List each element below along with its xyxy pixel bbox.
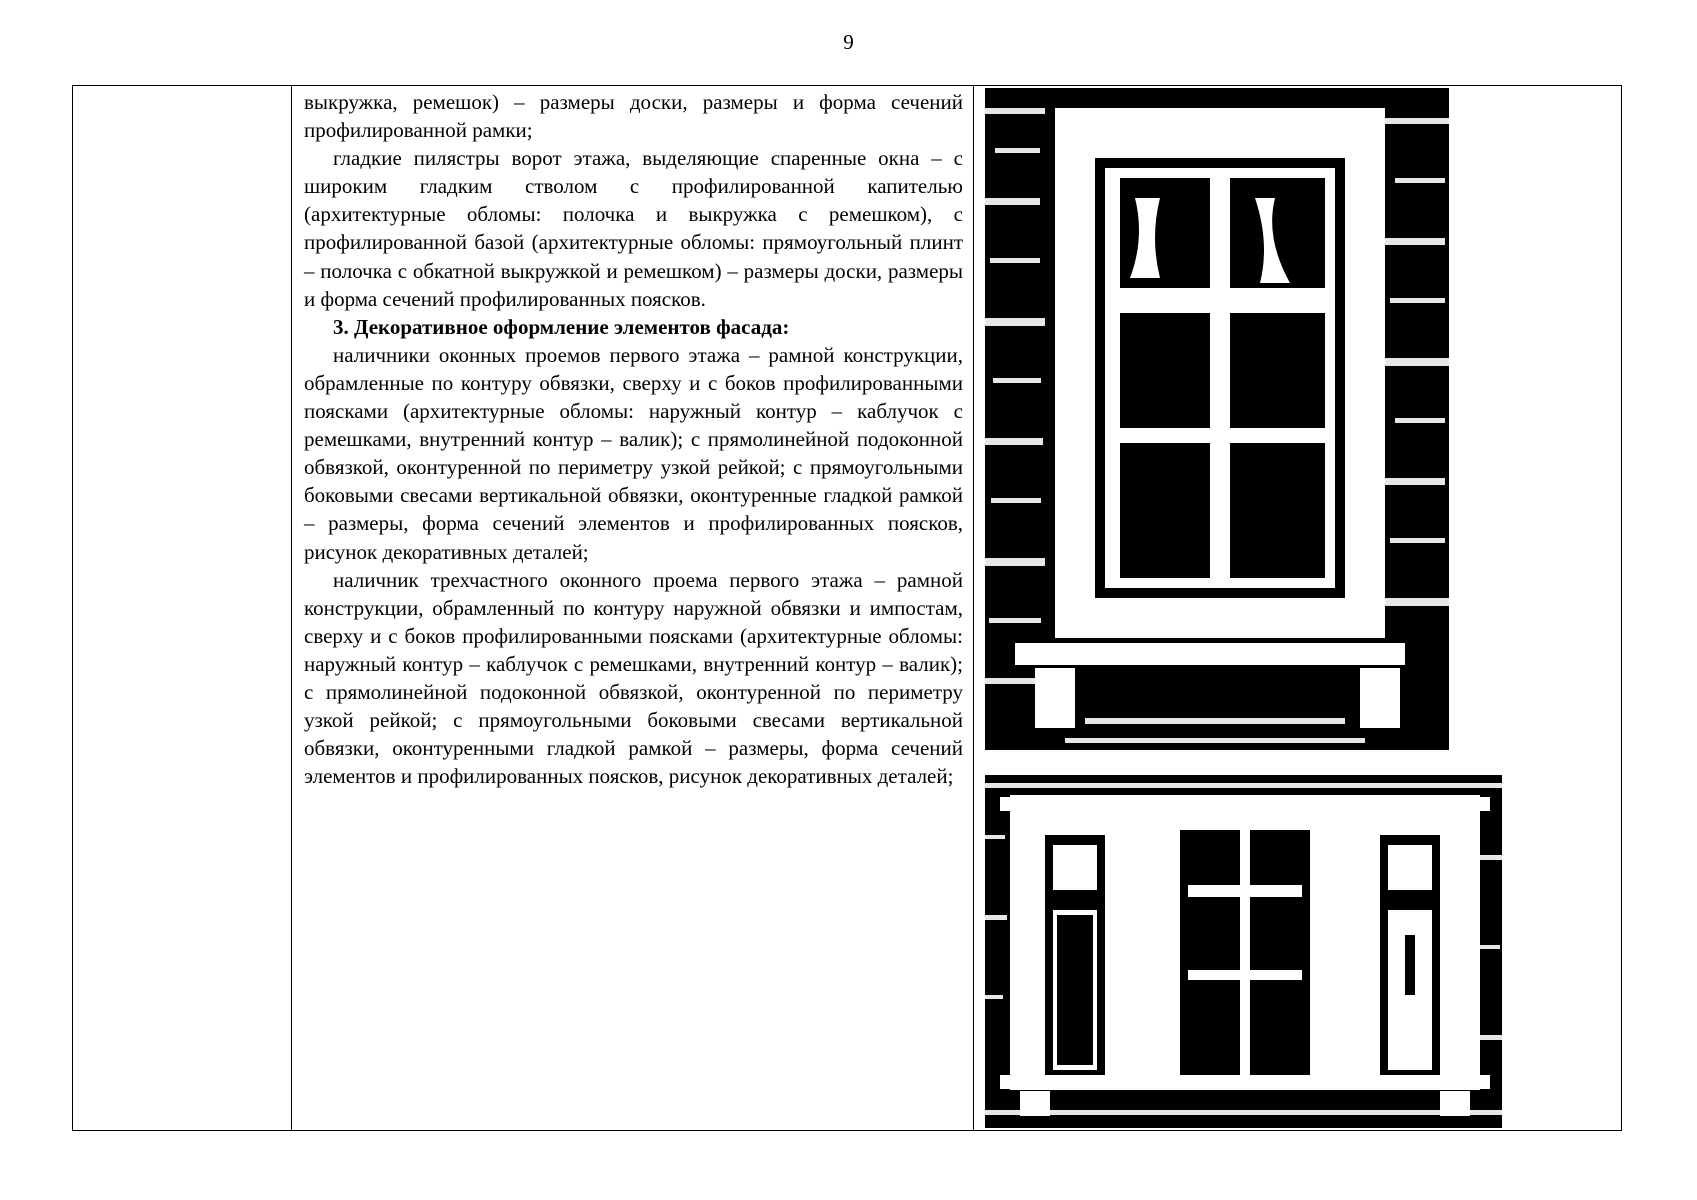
window-photo-triple [985, 775, 1502, 1128]
section-heading: 3. Декоративное оформление элементов фасада: [333, 314, 790, 339]
paragraph-3: наличники оконных проемов первого этажа – рамной конструкции, обрамленные по контуру обвязки, сверху и с боков профилированными поясками (архитектурные обломы: наружный контур – каблучок с ремешками, внутренний контур – валик); с прямолинейной подоконной обвязкой, оконтуренной по периметру узкой рейкой; с прямоугольными боковыми свесами вертикальной обвязки, оконтуренные гладкой рамкой – размеры, форма сечений элементов и профилированных поясков, рисунок декоративных деталей; [304, 342, 963, 564]
window-photo-single-icon [985, 88, 1449, 750]
window-photo-triple-icon [985, 775, 1502, 1128]
paragraph-4: наличник трехчастного оконного проема первого этажа – рамной конструкции, обрамленный по контуру наружной обвязки и импостам, сверху и с боков профилированными поясками (архитектурные обломы: наружный контур – каблучок с ремешками, внутренний контур – валик); с прямолинейной подоконной обвязкой, оконтуренной по периметру узкой рейкой; с прямоугольными боковыми свесами вертикальной обвязки, оконтуренными гладкой рамкой – размеры, форма сечений элементов и профилированных поясков, рисунок декоративных деталей; [304, 567, 963, 789]
column-divider-2 [973, 86, 974, 1130]
column-divider-1 [291, 86, 292, 1130]
document-table [72, 85, 1622, 1131]
description-text-cell [304, 88, 963, 790]
paragraph-2: гладкие пилястры ворот этажа, выделяющие спаренные окна – с широким гладким стволом с профилированной капителью (архитектурные обломы: полочка и выкружка с ремешком), с профилированной базой (архитектурные обломы: прямоугольный плинт – полочка с обкатной выкружкой и ремешком) – размеры доски, размеры и форма сечений профилированных поясков. [304, 146, 963, 311]
window-photo-single [985, 88, 1449, 750]
paragraph-1: выкружка, ремешок) – размеры доски, размеры и форма сечений профилированной рамки; [304, 90, 963, 143]
page-number: 9 [843, 30, 854, 54]
